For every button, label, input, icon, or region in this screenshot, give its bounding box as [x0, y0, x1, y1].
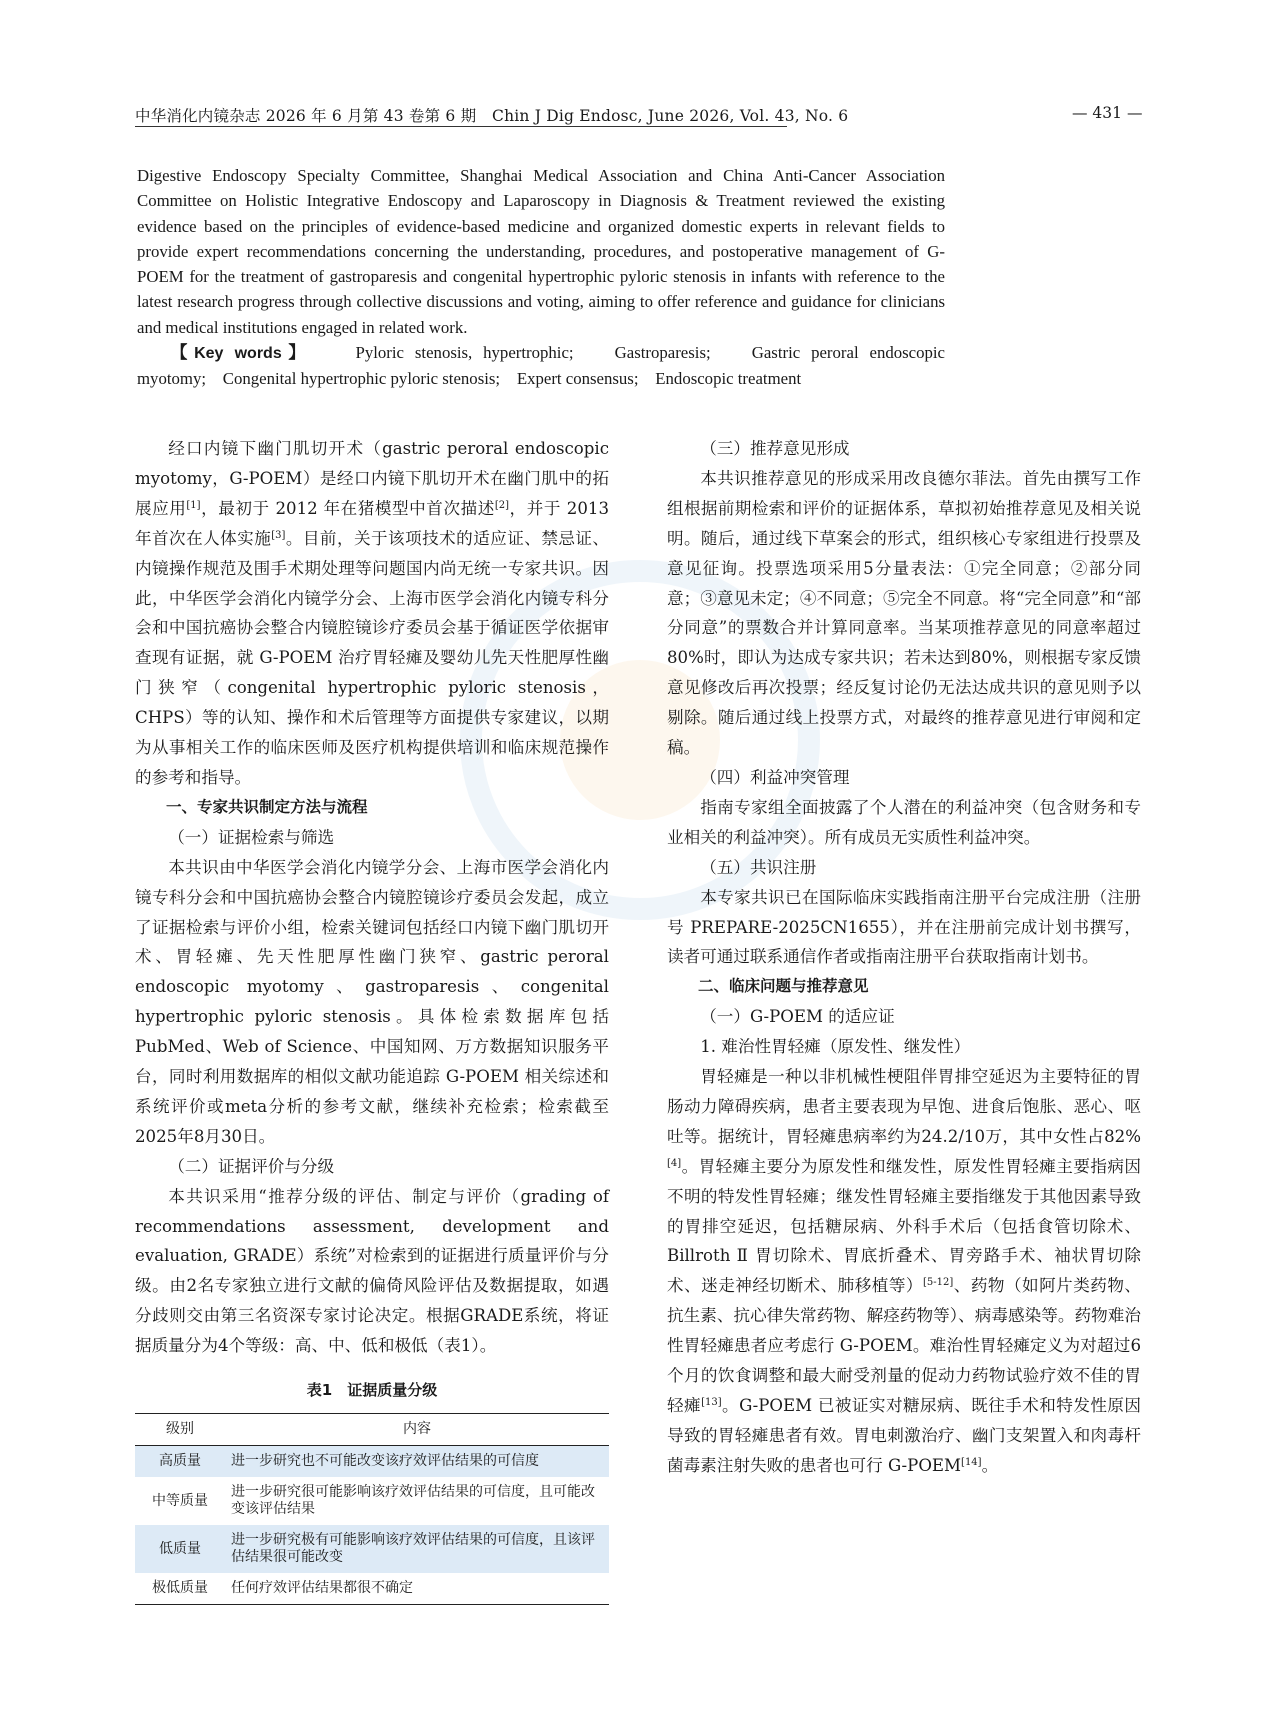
table-row	[135, 1573, 609, 1605]
keywords-label: Key words	[194, 345, 282, 363]
table-cell-level: 中等质量	[152, 1492, 208, 1509]
keywords-line-2: myotomy; Congenital hypertrophic pyloric stenosis; Expert consensus; Endoscopic treatment	[137, 369, 802, 389]
section-heading-1: 一、专家共识制定方法与流程	[166, 797, 368, 816]
keywords-line-1	[137, 340, 945, 366]
paragraph-gastroparesis: 胃轻瘫是一种以非机械性梗阻伴胃排空延迟为主要特征的胃肠动力障碍疾病，患者主要表现为早饱、进食后饱胀、恶心、呕吐等。据统计，胃轻瘫患病率约为24.2/10万，其中女性占82%[4]。胃轻瘫主要分为原发性和继发性，原发性胃轻瘫主要指病因不明的特发性胃轻瘫；继发性胃轻瘫主要指继发于其他因素导致的胃排空延迟，包括糖尿病、外科手术后（包括食管切除术、Billroth Ⅱ 胃切除术、胃底折叠术、胃旁路手术、袖状胃切除术、迷走神经切断术、肺移植等）[5-12]、药物（如阿片类药物、抗生素、抗心律失常药物、解痉药物等）、病毒感染等。药物难治性胃轻瘫患者应考虑行 G-POEM。难治性胃轻瘫定义为对超过6个月的饮食调整和最大耐受剂量的促动力药物试验疗效不佳的胃轻瘫[13]。G-POEM 已被证实对糖尿病、既往手术和特发性原因导致的胃轻瘫患者有效。胃电刺激治疗、幽门支架置入和肉毒杆菌毒素注射失败的患者也可行 G-POEM[14]。	[667, 1067, 1142, 1475]
ref-4[interactable]: [4]	[667, 1157, 682, 1169]
ref-2[interactable]: [2]	[494, 499, 510, 511]
table-cell-level: 低质量	[135, 1525, 225, 1573]
table-cell-content: 进一步研究极有可能影响该疗效评估结果的可信度，且该评估结果很可能改变	[225, 1525, 609, 1573]
paragraph-search: 本共识由中华医学会消化内镜学分会、上海市医学会消化内镜专科分会和中国抗癌协会整合内镜腔镜诊疗委员会发起，成立了证据检索与评价小组，检索关键词包括经口内镜下幽门肌切开术、胃轻瘫、先天性肥厚性幽门狭窄、gastric peroral endoscopic myotomy、gastroparesis、congenital hypertrophic pyloric stenosis。具体检索数据库包括 PubMed、Web of Science、中国知网、万方数据知识服务平台，同时利用数据库的相似文献功能追踪 G-POEM 相关综述和系统评价或meta分析的参考文献，继续补充检索；检索截至2025年8月30日。	[135, 857, 609, 1146]
paragraph-delphi: 本共识推荐意见的形成采用改良德尔菲法。首先由撰写工作组根据前期检索和评价的证据体系，草拟初始推荐意见及相关说明。随后，通过线下草案会的形式，组织核心专家组进行投票及意见征询。投票选项采用5分量表法：①完全同意；②部分同意；③意见未定；④不同意；⑤完全不同意。将“完全同意”和“部分同意”的票数合并计算同意率。当某项推荐意见的同意率超过80%时，即认为达成专家共识；若未达到80%，则根据专家反馈意见修改后再次投票；经反复讨论仍无法达成共识的意见则予以剔除。随后通过线上投票方式，对最终的推荐意见进行审阅和定稿。	[667, 468, 1141, 758]
intro-paragraph: 经口内镜下幽门肌切开术（gastric peroral endoscopic myotomy，G-POEM）是经口内镜下肌切开术在幽门肌中的拓展应用[1]，最初于 2012 年在猪模型中首次描述[2]，并于 2013年首次在人体实施[3]。目前，关于该项技术的适应证、禁忌证、内镜操作规范及围手术期处理等问题国内尚无统一专家共识。因此，中华医学会消化内镜学分会、上海市医学会消化内镜专科分会和中国抗癌协会整合内镜腔镜诊疗委员会基于循证医学依据审查现有证据，就 G-POEM 治疗胃轻瘫及婴幼儿先天性肥厚性幽门狭窄（congenital hypertrophic pyloric stenosis，CHPS）等的认知、操作和术后管理等方面提供专家建议，以期为从事相关工作的临床医师及医疗机构提供培训和临床规范操作的参考和指导。	[135, 439, 610, 787]
english-abstract	[137, 163, 945, 392]
header-underline	[135, 126, 787, 127]
subsection-3: （三）推荐意见形成	[700, 439, 850, 458]
evidence-quality-table	[135, 1413, 609, 1605]
subsection-1: （一）证据检索与筛选	[168, 827, 335, 847]
right-column	[667, 434, 1141, 1481]
kw-bracket-close: 】	[281, 343, 312, 363]
table-row	[135, 1525, 609, 1573]
ref-1[interactable]: [1]	[186, 499, 201, 511]
table-cell-level: 高质量	[135, 1446, 225, 1478]
ref-5-12[interactable]: [5-12]	[923, 1277, 954, 1289]
kw-bracket-open: 【	[170, 343, 195, 363]
keywords-text-1: Pyloric stenosis, hypertrophic; Gastroparesis; Gastric peroral endoscopic	[355, 343, 945, 363]
abstract-text: Digestive Endoscopy Specialty Committee, Shanghai Medical Association and China Anti-Cancer Association Committee on Holistic Integrative Endoscopy and Laparoscopy in Diagnosis & Treatment reviewed the existing evidence based on the principles of evidence-based medicine and organized domestic experts in relevant fields to provide expert recommendations concerning the understanding, procedures, and postoperative management of G-POEM for the treatment of gastroparesis and congenital hypertrophic pyloric stenosis in infants with reference to the latest research progress through collective discussions and voting, aiming to offer reference and guidance for clinicians and medical institutions engaged in related work.	[137, 166, 945, 337]
subsection-2: （二）证据评价与分级	[168, 1156, 335, 1176]
subsection-5: （五）共识注册	[700, 857, 817, 877]
table-row	[135, 1446, 609, 1478]
paragraph-grade: 本共识采用“推荐分级的评估、制定与评价（grading of recommendations assessment, development and evaluation, GRADE）系统”对检索到的证据进行质量评价与分级。由2名专家独立进行文献的偏倚风险评估及数据提取，如遇分歧则交由第三名资深专家讨论决定。根据GRADE系统，将证据质量分为4个等级：高、中、低和极低（表1）。	[135, 1186, 609, 1356]
table-cell-content: 进一步研究很可能影响该疗效评估结果的可信度，且可能改变该评估结果	[231, 1484, 595, 1518]
ref-3[interactable]: [3]	[271, 529, 286, 541]
section-heading-2: 二、临床问题与推荐意见	[698, 977, 869, 996]
subsection-6: （一）G-POEM 的适应证	[700, 1007, 895, 1027]
table-header-level: 级别	[135, 1414, 225, 1446]
table-cell-level: 极低质量	[135, 1573, 225, 1605]
subsection-4: （四）利益冲突管理	[700, 767, 850, 787]
left-column	[135, 434, 609, 1605]
ref-14[interactable]: [14]	[961, 1456, 982, 1468]
table-row	[135, 1477, 609, 1525]
page-number: — 431 —	[1072, 104, 1143, 122]
running-header-left: 中华消化内镜杂志 2026 年 6 月第 43 卷第 6 期 Chin J Dig Endosc, June 2026, Vol. 43, No. 6	[135, 107, 849, 125]
table-header-content: 内容	[225, 1414, 609, 1446]
paragraph-registration: 本专家共识已在国际临床实践指南注册平台完成注册（注册号 PREPARE-2025CN1655），并在注册前完成计划书撰写，读者可通过联系通信作者或指南注册平台获取指南计划书。	[667, 887, 1141, 967]
subsection-7: 1. 难治性胃轻瘫（原发性、继发性）	[700, 1037, 971, 1057]
table-title: 表1 证据质量分级	[306, 1381, 438, 1400]
ref-13[interactable]: [13]	[701, 1397, 722, 1408]
paragraph-conflict: 指南专家组全面披露了个人潜在的利益冲突（包含财务和专业相关的利益冲突）。所有成员无实质性利益冲突。	[667, 797, 1141, 847]
table-cell-content: 任何疗效评估结果都很不确定	[225, 1573, 609, 1605]
table-cell-content: 进一步研究也不可能改变该疗效评估结果的可信度	[225, 1446, 609, 1478]
